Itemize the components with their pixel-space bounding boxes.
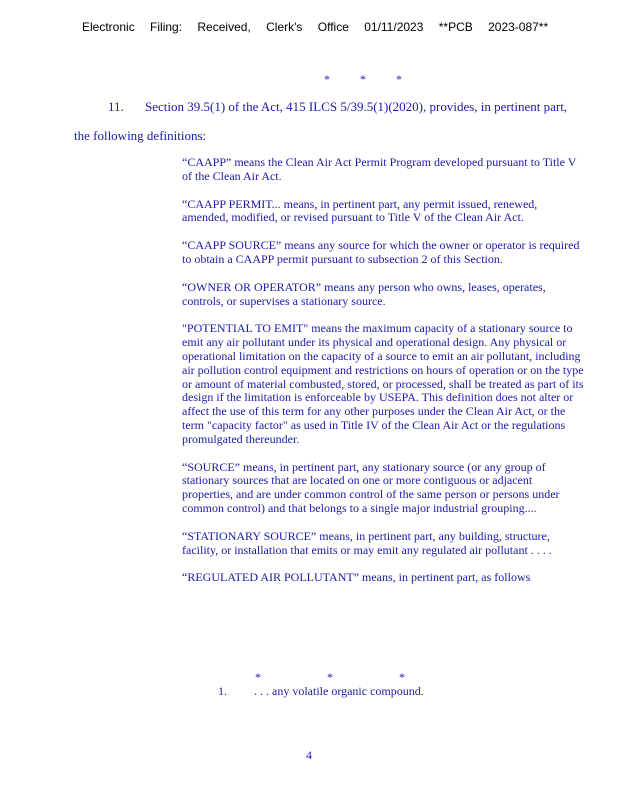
asterisk: * bbox=[396, 72, 402, 86]
section-break bbox=[324, 72, 432, 87]
list-item-text: . . . any volatile organic compound. bbox=[254, 684, 424, 698]
definition-source: “SOURCE” means, in pertinent part, any stationary source (or any group of stationary sources that are located on one or more contiguous or adjacent properties, and are under common control of the same person or persons under common control) and that belongs to a single major industrial grouping.... bbox=[182, 459, 560, 515]
sub-section-break bbox=[255, 670, 471, 685]
definition-caapp: “CAAPP” means the Clean Air Act Permit Program developed pursuant to Title V of the Clean Air Act. bbox=[182, 155, 577, 183]
definition-caapp-source: “CAAPP SOURCE” means any source for which the owner or operator is required to obtain a CAAPP permit pursuant to subsection 2 of this Section. bbox=[182, 238, 580, 266]
header-word: Electronic bbox=[82, 20, 135, 34]
definition-owner-operator: “OWNER OR OPERATOR” means any person who owns, leases, operates, controls, or supervises a stationary source. bbox=[182, 279, 546, 308]
definition-regulated-air-pollutant: “REGULATED AIR POLLUTANT” means, in pertinent part, as follows bbox=[182, 570, 531, 585]
header-word: Received, bbox=[197, 20, 251, 34]
header-word: Clerk's bbox=[266, 20, 303, 34]
asterisk: * bbox=[360, 72, 366, 86]
page-number: 4 bbox=[306, 748, 312, 762]
header-word: Office bbox=[317, 20, 349, 34]
header-case-number: 2023-087** bbox=[488, 20, 549, 34]
asterisk: * bbox=[399, 670, 405, 684]
paragraph-continuation: the following definitions: bbox=[74, 128, 207, 143]
list-item bbox=[218, 684, 424, 699]
paragraph-11 bbox=[108, 99, 567, 115]
definition-potential-to-emit: "POTENTIAL TO EMIT" means the maximum capacity of a stationary source to emit any air pollutant under its physical and operational design. Any physical or operational limitation on the capacity of a source to emit an air pollutant, including air pollution control equipment and restrictions on hours of operation or on the type or amount of material combusted, stored, or processed, shall be treated as part of its design if the limitation is enforceable by USEPA. This definition does not alter or affect the use of this term for any other purposes under the Clean Air Act, or the term "capacity factor" as used in Title IV of the Clean Air Act or the regulations promulgated thereunder. bbox=[182, 321, 584, 446]
asterisk: * bbox=[327, 670, 333, 684]
header-date: 01/11/2023 bbox=[364, 20, 424, 34]
asterisk: * bbox=[324, 72, 330, 86]
header-word: Filing: bbox=[150, 20, 183, 34]
paragraph-text: Section 39.5(1) of the Act, 415 ILCS 5/39.5(1)(2020), provides, in pertinent part, bbox=[145, 99, 568, 114]
header-word: **PCB bbox=[438, 20, 473, 34]
list-item-number: 1. bbox=[218, 684, 227, 698]
definition-stationary-source: “STATIONARY SOURCE” means, in pertinent part, any building, structure, facility, or installation that emits or may emit any regulated air pollutant . . . . bbox=[182, 528, 552, 557]
asterisk: * bbox=[255, 670, 261, 684]
filing-header bbox=[82, 20, 552, 34]
paragraph-number: 11. bbox=[108, 99, 124, 114]
definitions-block bbox=[182, 156, 584, 599]
definition-caapp-permit: “CAAPP PERMIT... means, in pertinent part, any permit issued, renewed, amended, modified, or revised pursuant to Title V of the Clean Air Act. bbox=[182, 196, 538, 225]
